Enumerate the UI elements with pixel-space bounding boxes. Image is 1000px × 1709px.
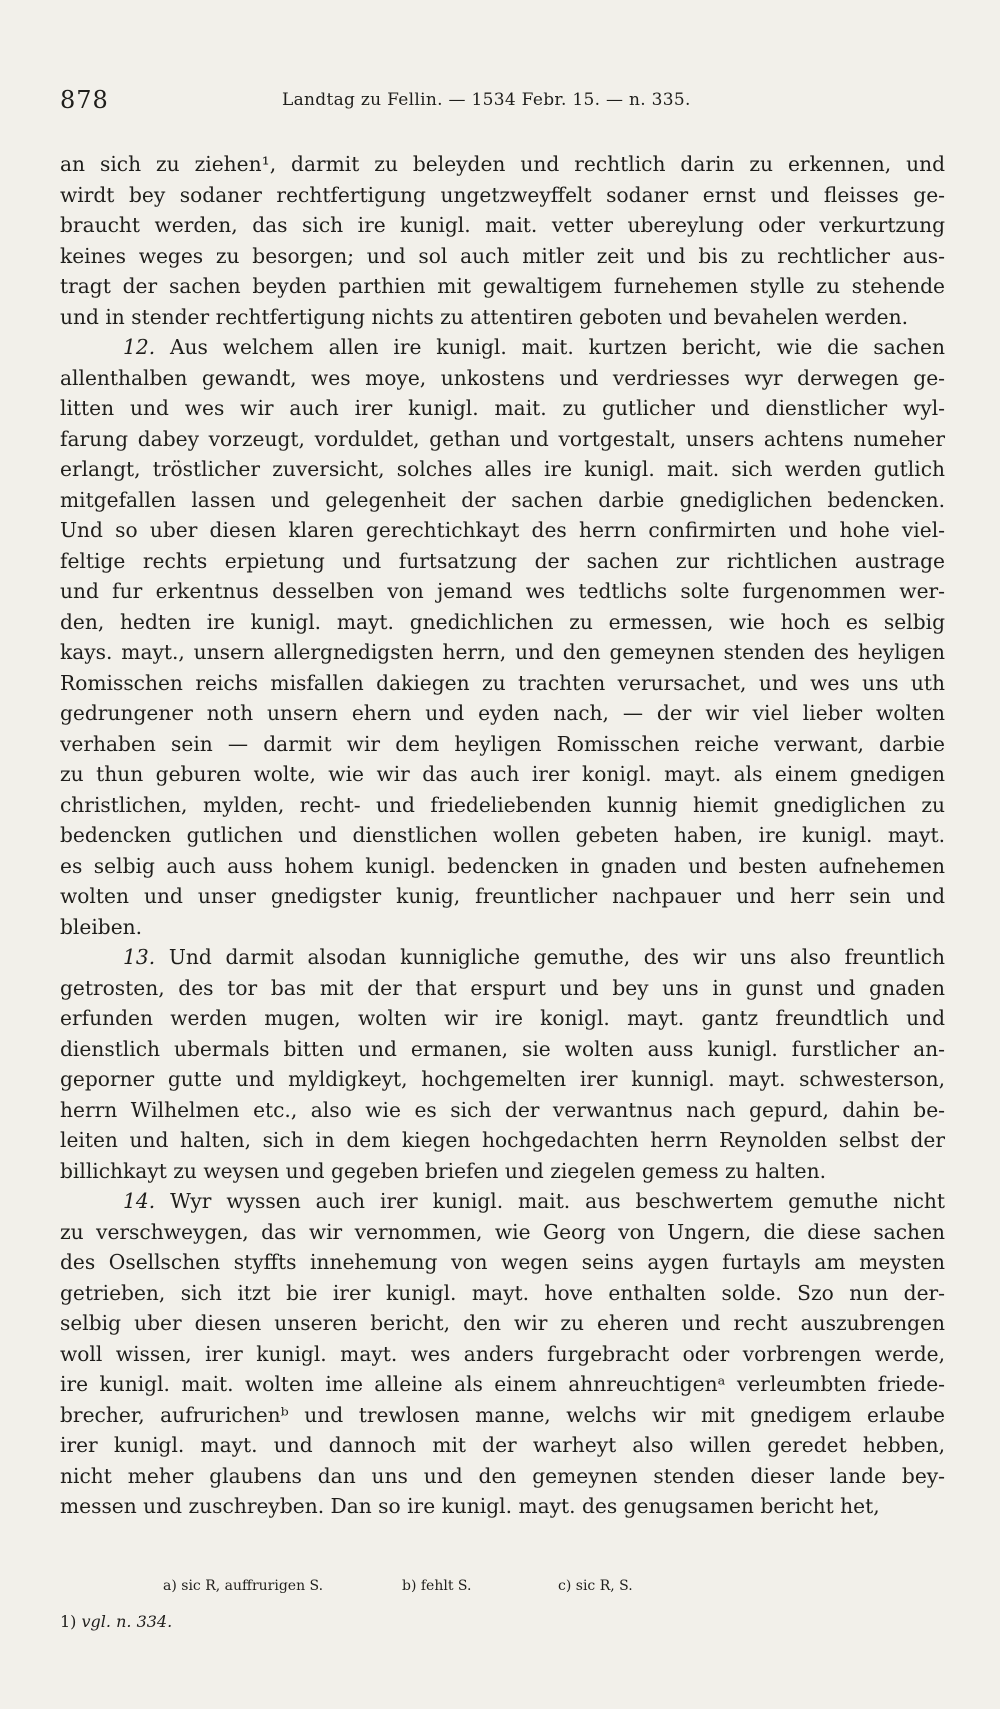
line-text: Und darmit alsodan kunnigliche gemuthe, des wir uns also freuntlich: [168, 945, 945, 969]
line-text: geporner gutte und myldigkeyt, hochgemelten irer kunnigl. mayt. schwesterson,: [60, 1067, 945, 1091]
footnotes: [60, 1578, 945, 1631]
text-line: [60, 424, 945, 455]
text-line: [60, 515, 945, 546]
text-line: [60, 1339, 945, 1370]
line-text: es selbig auch auss hohem kunigl. bedencken in gnaden und besten aufnehemen: [60, 853, 945, 878]
text-line: [60, 1369, 945, 1400]
text-line: [60, 576, 945, 607]
line-text: dienstlich ubermals bitten und ermanen, sie wolten auss kunigl. furstlicher an-: [60, 1036, 945, 1061]
text-line: [60, 241, 945, 272]
page-number: 878: [60, 86, 109, 114]
text-line: [60, 942, 945, 973]
line-text: an sich zu ziehen¹, darmit zu beleyden und rechtlich darin zu erkennen, und: [60, 152, 945, 176]
line-text: bleiben.: [60, 914, 143, 939]
variant-note-b: b) fehlt S.: [402, 1578, 472, 1594]
text-line: [60, 546, 945, 577]
line-text: Wyr wyssen auch irer kunigl. mait. aus beschwertem gemuthe nicht: [170, 1189, 945, 1213]
line-text: brecher, aufrurichenᵇ und trewlosen manne, welchs wir mit gnedigem erlaube: [60, 1402, 945, 1427]
line-text: messen und zuschreyben. Dan so ire kunigl. mayt. des genugsamen bericht het,: [60, 1494, 880, 1518]
line-text: zu verschweygen, das wir vernommen, wie Georg von Ungern, die diese sachen: [60, 1219, 945, 1244]
textual-variants: [60, 1578, 945, 1604]
text-line: [60, 271, 945, 302]
text-line: [60, 1278, 945, 1309]
line-text: getrosten, des tor bas mit der that erspurt und bey uns in gunst und gnaden: [60, 975, 945, 1000]
text-line: [60, 1430, 945, 1461]
text-line: [60, 790, 945, 821]
line-text: erfunden werden mugen, wolten wir ire konigl. mayt. gantz freundtlich und: [60, 1006, 945, 1030]
line-text: woll wissen, irer kunigl. mayt. wes anders furgebracht oder vorbrengen werde,: [60, 1341, 945, 1366]
text-line: [60, 1095, 945, 1126]
text-line: [60, 820, 945, 851]
text-line: [60, 1125, 945, 1156]
line-text: farung dabey vorzeugt, vorduldet, gethan und vortgestalt, unsers achtens numeher: [60, 426, 945, 451]
line-text: ire kunigl. mait. wolten ime alleine als einem ahnreuchtigenᵃ verleumbten friede-: [60, 1372, 945, 1396]
text-line: [60, 729, 945, 760]
line-text: selbig uber diesen unseren bericht, den wir zu eheren und recht auszubrengen: [60, 1311, 945, 1335]
variant-note-a: a) sic R, auffrurigen S.: [163, 1578, 324, 1594]
page-header: [60, 86, 740, 118]
line-text: keines weges zu besorgen; und sol auch mitler zeit und bis zu rechtlicher aus-: [60, 243, 945, 268]
variant-note-c: c) sic R, S.: [558, 1578, 633, 1594]
line-text: billichkayt zu weysen und gegeben briefen und ziegelen gemess zu halten.: [60, 1158, 827, 1183]
line-text: zu thun geburen wolte, wie wir das auch irer konigl. mayt. als einem gnedigen: [60, 762, 945, 786]
text-line: [60, 1308, 945, 1339]
line-text: kays. mayt., unsern allergnedigsten herrn, und den gemeynen stenden des heyligen: [60, 640, 945, 664]
line-text: des Osellschen styffts innehemung von wegen seins aygen furtayls am meysten: [60, 1250, 945, 1274]
text-line: [60, 180, 945, 211]
text-line: [60, 393, 945, 424]
text-line: [60, 912, 945, 943]
text-line: [60, 332, 945, 363]
text-line: [60, 1247, 945, 1278]
text-line: [60, 851, 945, 882]
paragraph-number: 13.: [123, 945, 156, 969]
text-line: [60, 637, 945, 668]
line-text: gedrungener noth unsern ehern und eyden nach, — der wir viel lieber wolten: [60, 701, 945, 725]
text-line: [60, 1003, 945, 1034]
line-text: leiten und halten, sich in dem kiegen hochgedachten herrn Reynolden selbst der: [60, 1128, 945, 1152]
line-text: allenthalben gewandt, wes moye, unkostens und verdriesses wyr derwegen ge-: [60, 365, 945, 390]
line-text: Und so uber diesen klaren gerechtichkayt des herrn confirmirten und hohe viel-: [60, 518, 945, 542]
text-line: [60, 1217, 945, 1248]
text-line: [60, 1400, 945, 1431]
text-line: [60, 149, 945, 180]
line-text: und in stender rechtfertigung nichts zu attentiren geboten und bevahelen werden.: [60, 304, 909, 329]
footnote-1: [60, 1612, 172, 1631]
text-line: [60, 1156, 945, 1187]
text-line: [60, 668, 945, 699]
line-text: nicht meher glaubens dan uns und den gemeynen stenden dieser lande bey-: [60, 1463, 945, 1488]
text-line: [60, 881, 945, 912]
line-text: christlichen, mylden, recht- und friedeliebenden kunnig hiemit gnediglichen zu: [60, 792, 945, 817]
line-text: erlangt, tröstlicher zuversicht, solches alles ire kunigl. mait. sich werden gutlich: [60, 457, 945, 481]
text-line: [60, 1186, 945, 1217]
text-line: [60, 454, 945, 485]
text-line: [60, 485, 945, 516]
line-text: und fur erkentnus desselben von jemand wes tedtlichs solte furgenommen wer-: [60, 579, 945, 603]
line-text: feltige rechts erpietung und furtsatzung der sachen zur richtlichen austrage: [60, 548, 945, 573]
line-text: getrieben, sich itzt bie irer kunigl. mayt. hove enthalten solde. Szo nun der-: [60, 1280, 945, 1305]
footnote-marker: 1): [60, 1612, 77, 1631]
text-line: [60, 759, 945, 790]
footnote-text: vgl. n. 334.: [81, 1612, 173, 1631]
running-head: Landtag zu Fellin. — 1534 Febr. 15. — n. 335.: [282, 90, 691, 110]
line-text: braucht werden, das sich ire kunigl. mait. vetter ubereylung oder verkurtzung: [60, 213, 945, 237]
text-line: [60, 1064, 945, 1095]
line-text: herrn Wilhelmen etc., also wie es sich der verwantnus nach gepurd, dahin be-: [60, 1097, 945, 1122]
line-text: wirdt bey sodaner rechtfertigung ungetzweyffelt sodaner ernst und fleisses ge-: [60, 182, 945, 207]
line-text: Romisschen reichs misfallen dakiegen zu trachten verursachet, und wes uns uth: [60, 670, 945, 695]
text-line: [60, 210, 945, 241]
paragraph-number: 12.: [123, 335, 156, 359]
body-text: [60, 149, 945, 1522]
line-text: Aus welchem allen ire kunigl. mait. kurtzen bericht, wie die sachen: [169, 335, 945, 359]
paragraph-number: 14.: [123, 1189, 156, 1213]
line-text: tragt der sachen beyden parthien mit gewaltigem furnehemen stylle zu stehende: [60, 274, 945, 298]
text-line: [60, 607, 945, 638]
text-line: [60, 363, 945, 394]
line-text: irer kunigl. mayt. und dannoch mit der warheyt also willen geredet hebben,: [60, 1433, 945, 1457]
text-line: [60, 973, 945, 1004]
line-text: litten und wes wir auch irer kunigl. mait. zu gutlicher und dienstlicher wyl-: [60, 396, 945, 420]
text-line: [60, 302, 945, 333]
line-text: bedencken gutlichen und dienstlichen wollen gebeten haben, ire kunigl. mayt.: [60, 823, 945, 847]
line-text: den, hedten ire kunigl. mayt. gnedichlichen zu ermessen, wie hoch es selbig: [60, 609, 945, 634]
text-line: [60, 1034, 945, 1065]
text-line: [60, 1461, 945, 1492]
text-line: [60, 698, 945, 729]
line-text: wolten und unser gnedigster kunig, freuntlicher nachpauer und herr sein und: [60, 884, 945, 908]
line-text: mitgefallen lassen und gelegenheit der sachen darbie gnediglichen bedencken.: [60, 487, 945, 512]
line-text: verhaben sein — darmit wir dem heyligen Romisschen reiche verwant, darbie: [60, 731, 945, 756]
text-line: [60, 1491, 945, 1522]
